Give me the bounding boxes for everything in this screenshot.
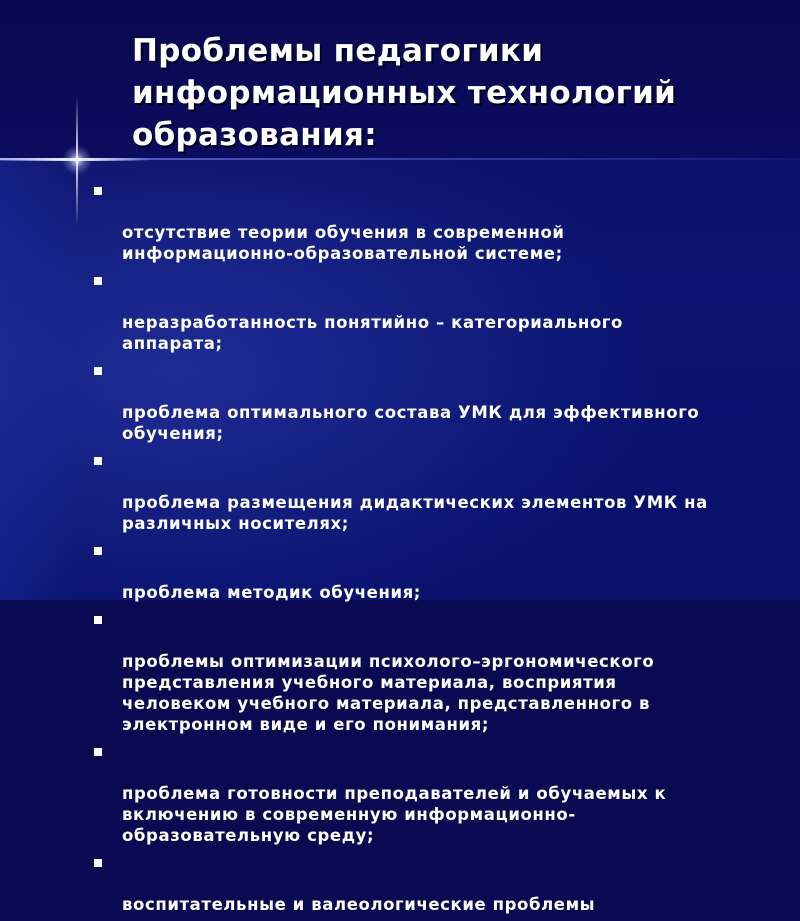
square-bullet-icon	[94, 748, 102, 756]
bullet-item	[92, 609, 772, 735]
title-line: образования:	[132, 117, 377, 153]
left-decor-panel	[0, 160, 78, 600]
bullet-text: неразработанность понятийно – категориального аппарата;	[122, 313, 623, 353]
bullet-text: проблемы оптимизации психолого–эргономического представления учебного материала, восприятия человеком учебного материала, представленного в электронном виде и его понимания;	[122, 652, 655, 734]
square-bullet-icon	[94, 547, 102, 555]
bullet-item	[92, 450, 772, 534]
square-bullet-icon	[94, 367, 102, 375]
title-line: Проблемы педагогики	[132, 33, 544, 69]
square-bullet-icon	[94, 457, 102, 465]
bullet-text: проблема оптимального состава УМК для эффективного обучения;	[122, 403, 700, 443]
square-bullet-icon	[94, 616, 102, 624]
bullet-list	[92, 180, 772, 921]
square-bullet-icon	[94, 859, 102, 867]
bullet-text: проблема методик обучения;	[122, 583, 422, 602]
bullet-text: отсутствие теории обучения в современной информационно-образовательной системе;	[122, 223, 565, 263]
bullet-item	[92, 741, 772, 846]
bullet-item	[92, 360, 772, 444]
bullet-text: проблема размещения дидактических элементов УМК на различных носителях;	[122, 493, 708, 533]
bullet-item	[92, 540, 772, 603]
bullet-item	[92, 852, 772, 915]
square-bullet-icon	[94, 187, 102, 195]
bullet-item	[92, 270, 772, 354]
bullet-item	[92, 180, 772, 264]
title-line: информационных технологий	[132, 75, 677, 111]
slide-title	[132, 30, 772, 156]
sparkle-glow	[62, 145, 92, 175]
bullet-text: проблема готовности преподавателей и обучаемых к включению в современную информационно- образовательную среду;	[122, 784, 667, 845]
square-bullet-icon	[94, 277, 102, 285]
bullet-text: воспитательные и валеологические проблемы	[122, 895, 596, 914]
